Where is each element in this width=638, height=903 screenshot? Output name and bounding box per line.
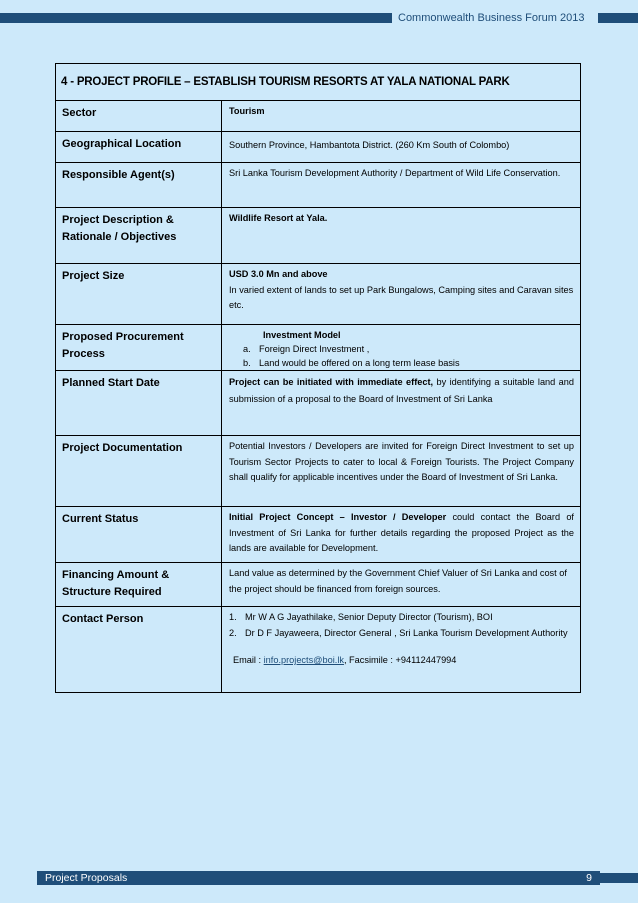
contact-person: 2. Dr D F Jayaweera, Director General , Sri Lanka Tourism Development Authority	[229, 627, 568, 638]
procurement-heading: Investment Model	[263, 330, 341, 340]
footer-bar	[37, 871, 600, 885]
status-value: could contact the Board of Investment of Sri Lanka for further details regarding the proposed Project as the lands are available for Development.	[229, 512, 574, 553]
row-start-date	[56, 371, 580, 436]
location-value: Southern Province, Hambantota District. (260 Km South of Colombo)	[229, 140, 510, 150]
row-agent	[56, 163, 580, 208]
procurement-item: a. Foreign Direct Investment ,	[243, 344, 370, 354]
row-financing	[56, 563, 580, 607]
header-bar-left	[0, 13, 392, 23]
row-contact	[56, 607, 580, 693]
status-value-bold: Initial Project Concept – Investor / Developer	[229, 512, 447, 522]
row-procurement	[56, 325, 580, 371]
footer-section-title: Project Proposals	[45, 872, 128, 884]
procurement-item: b. Land would be offered on a long term lease basis	[243, 358, 460, 368]
contact-label: Contact Person	[56, 607, 222, 693]
description-label: Project Description & Rationale / Objectives	[56, 208, 222, 263]
email-label: Email :	[233, 655, 264, 665]
sector-label: Sector	[56, 101, 222, 131]
location-label: Geographical Location	[56, 132, 222, 162]
start-date-value-bold: Project can be initiated with immediate effect,	[229, 377, 434, 387]
procurement-label: Proposed Procurement Process	[56, 325, 222, 370]
agent-value: Sri Lanka Tourism Development Authority / Department of Wild Life Conservation.	[229, 168, 561, 178]
contact-person: 1. Mr W A G Jayathilake, Senior Deputy Director (Tourism), BOI	[229, 612, 493, 622]
status-label: Current Status	[56, 507, 222, 562]
profile-title: 4 - PROJECT PROFILE – ESTABLISH TOURISM RESORTS AT YALA NATIONAL PARK	[56, 64, 580, 101]
size-value-bold: USD 3.0 Mn and above	[229, 269, 328, 279]
row-size	[56, 264, 580, 325]
row-sector	[56, 101, 580, 132]
documentation-value: Potential Investors / Developers are invited for Foreign Direct Investment to set up Tourism Sector Projects to cater to local & Foreign Tourists. The Project Company shall qualify for applicable incentives under the Board of Investment of Sri Lanka.	[229, 441, 574, 482]
row-location	[56, 132, 580, 163]
size-value: In varied extent of lands to set up Park Bungalows, Camping sites and Caravan sites etc.	[229, 284, 574, 310]
page-number: 9	[586, 872, 592, 884]
financing-value: Land value as determined by the Government Chief Valuer of Sri Lanka and cost of the project should be financed from foreign sources.	[229, 568, 567, 594]
project-profile-table	[55, 63, 581, 693]
footer-bar-right	[600, 873, 638, 883]
row-documentation	[56, 436, 580, 507]
size-label: Project Size	[56, 264, 222, 324]
documentation-label: Project Documentation	[56, 436, 222, 506]
header-title: Commonwealth Business Forum 2013	[398, 12, 585, 24]
start-date-label: Planned Start Date	[56, 371, 222, 435]
sector-value: Tourism	[229, 106, 265, 116]
fax-value: , Facsimile : +94112447994	[343, 655, 457, 665]
row-description	[56, 208, 580, 264]
agent-label: Responsible Agent(s)	[56, 163, 222, 207]
financing-label: Financing Amount & Structure Required	[56, 563, 222, 606]
description-value: Wildlife Resort at Yala.	[229, 213, 328, 223]
start-date-value: by identifying a suitable land and submission of a proposal to the Board of Investment of Sri Lanka	[229, 377, 574, 404]
row-status	[56, 507, 580, 563]
email-link[interactable]: info.projects@boi.lk	[263, 655, 344, 665]
header-bar-right	[598, 13, 638, 23]
contact-details	[229, 653, 574, 669]
